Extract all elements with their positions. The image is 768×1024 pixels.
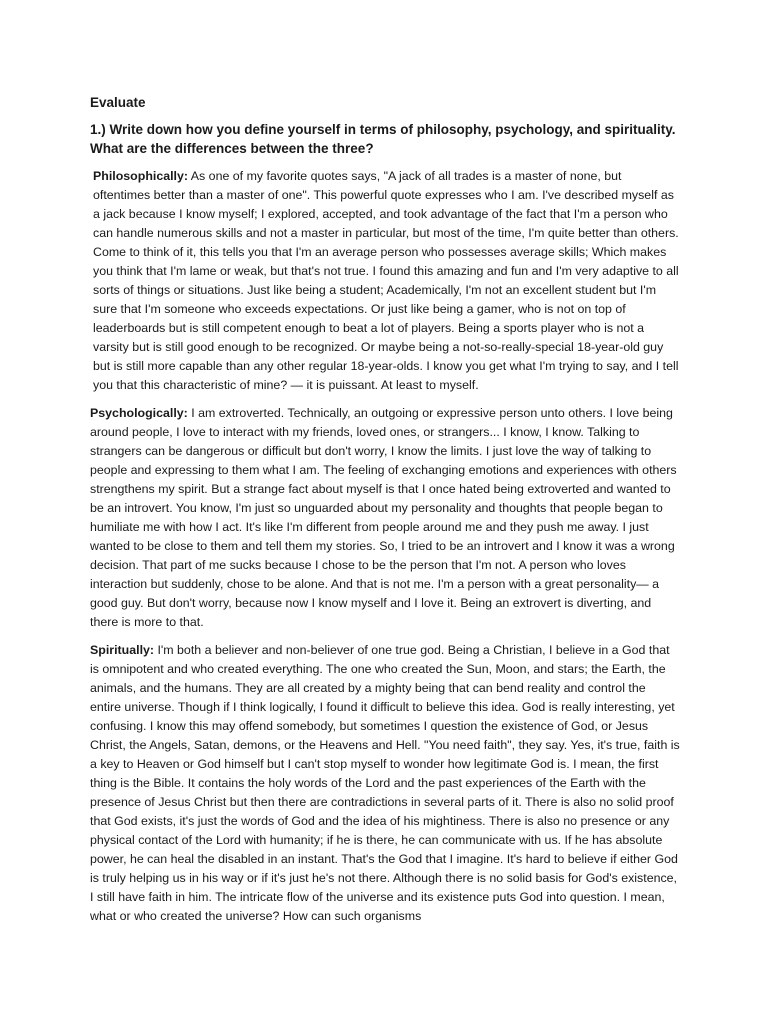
- paragraph-philosophically: [90, 167, 680, 395]
- section-text-philosophically: As one of my favorite quotes says, "A jack of all trades is a master of none, but oftentimes better than a master of one". This powerful quote expresses who I am. I've described myself as a jack because I know myself; I explored, accepted, and took advantage of the fact that I'm a person who can handle numerous skills and not a master in particular, but most of the time, I'm quite better than others. Come to think of it, this tells you that I'm an average person who possesses average skills; Which makes you think that I'm lame or weak, but that's not true. I found this amazing and fun and I'm very adaptive to all sorts of things or situations. Just like being a student; Academically, I'm not an excellent student but I'm sure that I'm someone who exceeds expectations. Or just like being a gamer, who is not on top of leaderboards but is still competent enough to beat a lot of players. Being a sports player who is not a varsity but is still good enough to be recognized. Or maybe being a not-so-really-special 18-year-old guy but is still more capable than any other regular 18-year-olds. I know you get what I'm trying to say, and I tell you that this characteristic of mine? — it is puissant. At least to myself.: [93, 169, 679, 392]
- page-title: Evaluate: [90, 95, 146, 110]
- paragraph-psychologically: [90, 404, 680, 632]
- question-text: 1.) Write down how you define yourself in terms of philosophy, psychology, and spirituality. What are the differences between the three?: [90, 122, 676, 156]
- section-label-psychologically: Psychologically:: [90, 406, 188, 420]
- section-text-psychologically: I am extroverted. Technically, an outgoing or expressive person unto others. I love being around people, I love to interact with my friends, loved ones, or strangers... I know, I know. Talking to strangers can be dangerous or difficult but don't worry, I know the limits. I just love the way of talking to people and expressing to them what I am. The feeling of exchanging emotions and experiences with others strengthens my spirit. But a strange fact about myself is that I once hated being extroverted and wanted to be an introvert. You know, I'm just so unguarded about my personality and thoughts that people began to humiliate me with how I act. It's like I'm different from people around me and they push me away. I just wanted to be close to them and tell them my stories. So, I tried to be an introvert and I know it was a wrong decision. That part of me sucks because I chose to be the person that I'm not. A person who loves interaction but suddenly, chose to be alone. And that is not me. I'm a person with a great personality— a good guy. But don't worry, because now I know myself and I love it. Being an extrovert is diverting, and there is more to that.: [90, 406, 677, 629]
- section-label-philosophically: Philosophically:: [93, 169, 189, 183]
- section-label-spiritually: Spiritually:: [90, 643, 155, 657]
- paragraph-spiritually: [90, 641, 680, 926]
- section-text-spiritually: I'm both a believer and non-believer of one true god. Being a Christian, I believe in a God that is omnipotent and who created everything. The one who created the Sun, Moon, and stars; the Earth, the animals, and the humans. They are all created by a mighty being that can bend reality and control the entire universe. Though if I think logically, I found it difficult to believe this idea. God is really interesting, yet confusing. I know this may offend somebody, but sometimes I question the existence of God, or Jesus Christ, the Angels, Satan, demons, or the Heavens and Hell. "You need faith", they say. Yes, it's true, faith is a key to Heaven or God himself but I can't stop myself to wonder how legitimate God is. I mean, the first thing is the Bible. It contains the holy words of the Lord and the past experiences of the Earth with the presence of Jesus Christ but then there are contradictions in several parts of it. There is also no solid proof that God exists, it's just the words of God and the idea of his mightiness. There is also no presence or any physical contact of the Lord with humanity; if he is there, he can communicate with us. If he has absolute power, he can heal the disabled in an instant. That's the God that I imagine. It's hard to believe if either God is truly helping us in his way or if it's just he's not there. Although there is no solid basis for God's existence, I still have faith in him. The intricate flow of the universe and its existence puts God into question. I mean, what or who created the universe? How can such organisms: [90, 643, 680, 923]
